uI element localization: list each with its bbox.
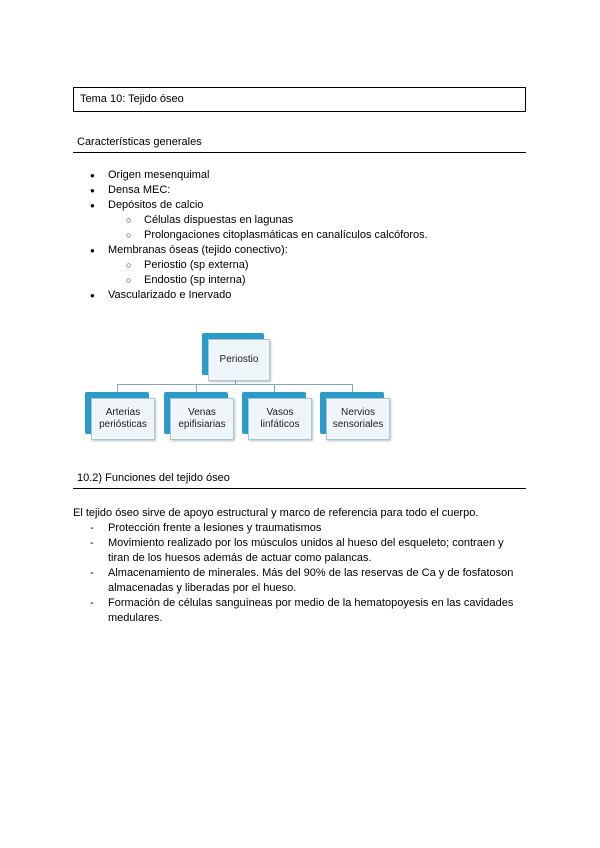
document-title-box: [73, 87, 526, 112]
sublist-item: ○ Endostio (sp interna): [126, 273, 428, 288]
diagram-node-root: Periostio: [202, 333, 264, 375]
list-item: - Protección frente a lesiones y traumatismos: [90, 521, 520, 536]
functions-intro: El tejido óseo sirve de apoyo estructural y marco de referencia para todo el cuerpo.: [73, 507, 479, 519]
list-item: ● Origen mesenquimal: [90, 168, 428, 183]
list-item: - Almacenamiento de minerales. Más del 90% de las reservas de Ca y de fosfatoson almacenadas y liberadas por el hueso.: [90, 566, 520, 596]
document-title: Tema 10: Tejido óseo: [80, 93, 184, 105]
diagram-node-child: Arterias periósticas: [85, 392, 149, 434]
list-item: ● Depósitos de calcio ○ Células dispuestas en lagunas ○ Prolongaciones citoplasmáticas en canalículos calcóforos.: [90, 198, 428, 243]
list-item: ● Vascularizado e Inervado: [90, 288, 428, 303]
functions-list: [90, 521, 520, 626]
connector-line: [352, 384, 353, 392]
list-item: ● Densa MEC:: [90, 183, 428, 198]
diagram-node-child: Vasos linfáticos: [242, 392, 306, 434]
connector-line: [196, 384, 197, 392]
connector-line: [117, 384, 353, 385]
connector-line: [117, 384, 118, 392]
list-item: - Formación de células sanguíneas por medio de la hematopoyesis en las cavidades medulares.: [90, 596, 520, 626]
sublist-item: ○ Periostio (sp externa): [126, 258, 428, 273]
characteristics-list: [90, 168, 428, 303]
diagram-node-child: Venas epifisiarias: [164, 392, 228, 434]
sublist-membranes: [108, 258, 428, 288]
list-item: - Movimiento realizado por los músculos unidos al hueso del esqueleto; contraen y tiran de los huesos además de actuar como palancas.: [90, 536, 520, 566]
connector-line: [274, 384, 275, 392]
diagram-node-child: Nervios sensoriales: [320, 392, 384, 434]
section-heading-funciones: 10.2) Funciones del tejido óseo: [73, 472, 526, 489]
section-heading-caracteristicas: Características generales: [73, 136, 526, 153]
sublist-deposits: [108, 213, 428, 243]
sublist-item: ○ Células dispuestas en lagunas: [126, 213, 428, 228]
list-item: ● Membranas óseas (tejido conectivo): ○ Periostio (sp externa) ○ Endostio (sp interna): [90, 243, 428, 288]
sublist-item: ○ Prolongaciones citoplasmáticas en canalículos calcóforos.: [126, 228, 428, 243]
